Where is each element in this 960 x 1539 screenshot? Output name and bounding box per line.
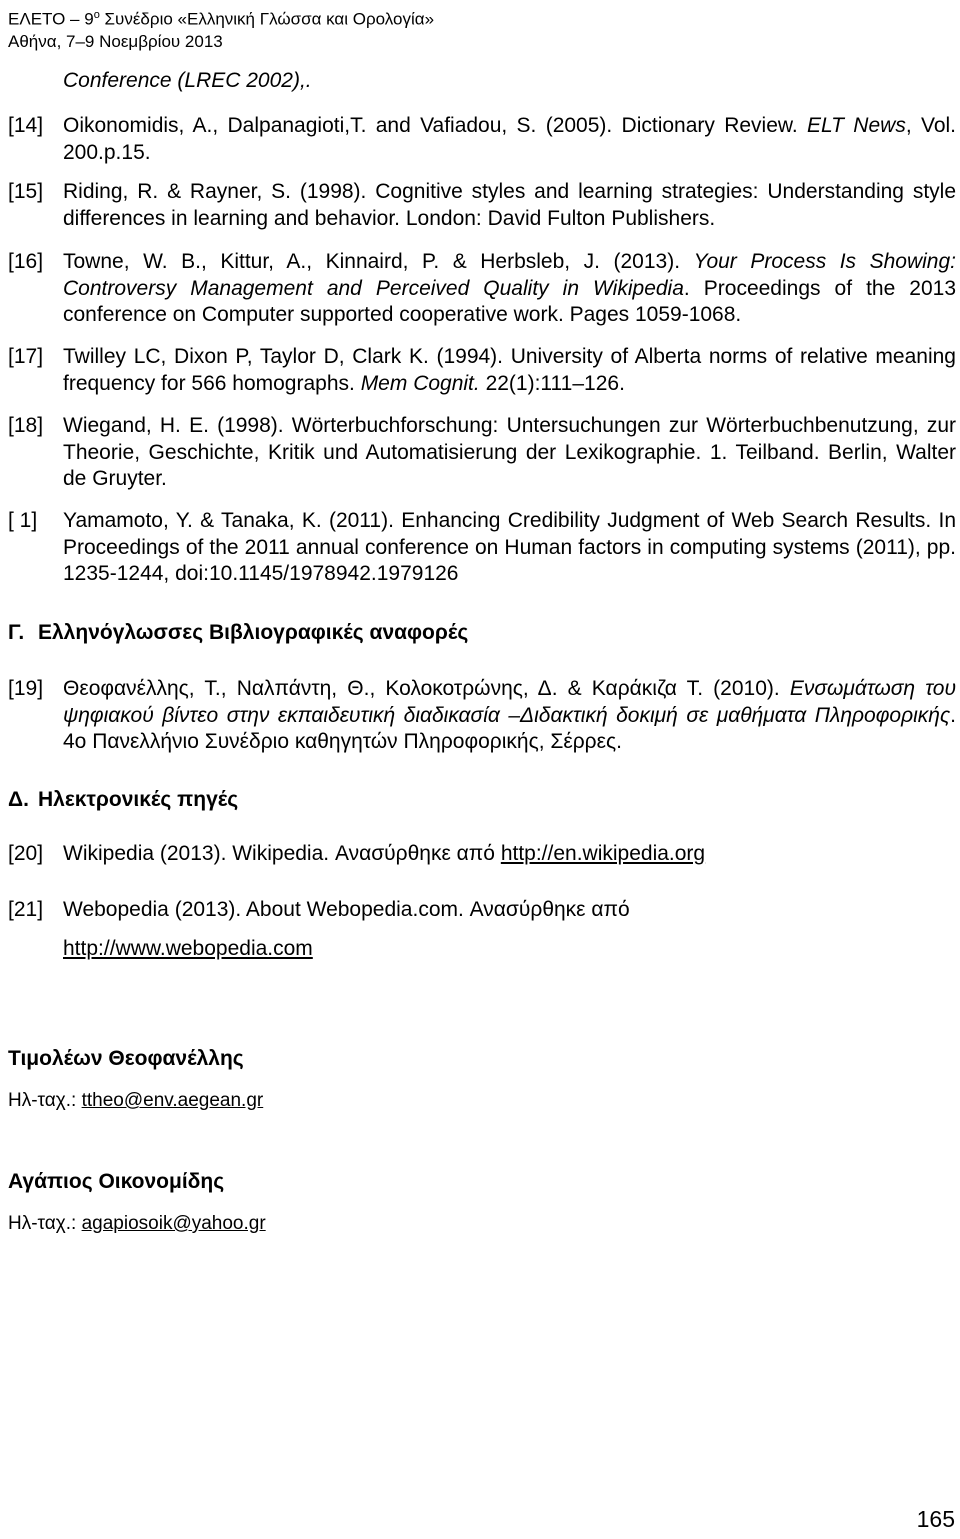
webopedia-link[interactable]: http://www.webopedia.com — [63, 937, 313, 960]
reference-18 — [8, 413, 956, 493]
email-link[interactable]: ttheo@env.aegean.gr — [81, 1090, 264, 1111]
header-conference: ΕΛΕΤΟ – $9^o$ Συνέδριο «Ελληνική Γλώσσα και Ορολογία» — [8, 9, 435, 29]
wikipedia-link[interactable]: http://en.wikipedia.org — [500, 842, 706, 865]
author-email-line: Ηλ-ταχ.: agapiosoik@yahoo.gr — [8, 1213, 266, 1234]
reference-text: Twilley LC, Dixon P, Taylor D, Clark K. (1994). University of Alberta norms of relative meaning frequency for 566 homographs. Mem Cognit. 22(1):111–126. — [63, 345, 956, 395]
reference-20 — [8, 841, 956, 868]
reference-text: Wiegand, H. E. (1998). Wörterbuchforschung: Untersuchungen zur Wörterbuchbenutzung, zur Theorie, Geschichte, Kritik und Automatisierung der Lexikographie. 1. Teilband. Berlin, Walter de Gruyter. — [63, 414, 956, 490]
reference-text: Wikipedia (2013). Wikipedia. Ανασύρθηκε από http://en.wikipedia.org — [63, 842, 706, 865]
section-heading-greek-references: Γ. Ελληνόγλωσσες Βιβλιογραφικές αναφορές — [8, 621, 469, 644]
reference-text: Towne, W. B., Kittur, A., Kinnaird, P. & Herbsleb, J. (2013). Your Process Is Showing: Controversy Management and Perceived Quality in Wikipedia. Proceedings of the 2013 conference on Computer supported cooperative work. Pages 1059-1068. — [63, 250, 956, 326]
page-number: 165 — [916, 1506, 955, 1532]
reference-17 — [8, 344, 956, 397]
reference-number: [ 1] — [8, 509, 38, 532]
author-name: Αγάπιος Οικονομίδης — [8, 1170, 225, 1193]
reference-1 — [8, 508, 956, 588]
reference-text: Webopedia (2013). About Webopedia.com. Ανασύρθηκε από — [63, 898, 630, 921]
reference-19 — [8, 676, 956, 756]
reference-21 — [8, 897, 956, 924]
reference-number: [20] — [8, 842, 44, 865]
section-heading-electronic-sources: Δ. Ηλεκτρονικές πηγές — [8, 788, 239, 811]
reference-16 — [8, 249, 956, 329]
reference-number: [14] — [8, 114, 44, 137]
reference-text: Θεοφανέλλης, Τ., Ναλπάντη, Θ., Κολοκοτρώνης, Δ. & Καράκιζα Τ. (2010). Ενσωμάτωση του ψηφιακού βίντεο στην εκπαιδευτική διαδικασία –Διδακτική δοκιμή σε μαθήματα Πληροφορικής. 4ο Πανελλήνιο Συνέδριο καθηγητών Πληροφορικής, Σέρρες. — [63, 677, 956, 753]
reference-number: [17] — [8, 345, 44, 368]
reference-number: [18] — [8, 414, 44, 437]
reference-text: Riding, R. & Rayner, S. (1998). Cognitive styles and learning strategies: Understanding style differences in learning and behavior. London: David Fulton Publishers. — [63, 180, 956, 230]
reference-14 — [8, 113, 956, 166]
header-date: Αθήνα, 7–9 Νοεμβρίου 2013 — [8, 31, 223, 51]
running-header — [8, 4, 434, 53]
reference-continuation: Conference (LREC 2002),. — [63, 69, 312, 92]
author-name: Τιμολέων Θεοφανέλλης — [8, 1047, 244, 1070]
author-email-line: Ηλ-ταχ.: ttheo@env.aegean.gr — [8, 1090, 264, 1111]
reference-text: Yamamoto, Y. & Tanaka, K. (2011). Enhancing Credibility Judgment of Web Search Results. In Proceedings of the 2011 annual conference on Human factors in computing systems (2011), pp. 1235-1244, doi:10.1145/1978942.1979126 — [63, 509, 956, 585]
reference-number: [16] — [8, 250, 44, 273]
reference-text: Oikonomidis, A., Dalpanagioti,T. and Vafiadou, S. (2005). Dictionary Review. ELT News, Vol. 200.p.15. — [63, 114, 956, 164]
reference-number: [19] — [8, 677, 44, 700]
email-link[interactable]: agapiosoik@yahoo.gr — [81, 1213, 266, 1234]
reference-number: [15] — [8, 180, 44, 203]
reference-21-link-line — [63, 936, 313, 963]
reference-number: [21] — [8, 898, 44, 921]
reference-15 — [8, 179, 956, 232]
